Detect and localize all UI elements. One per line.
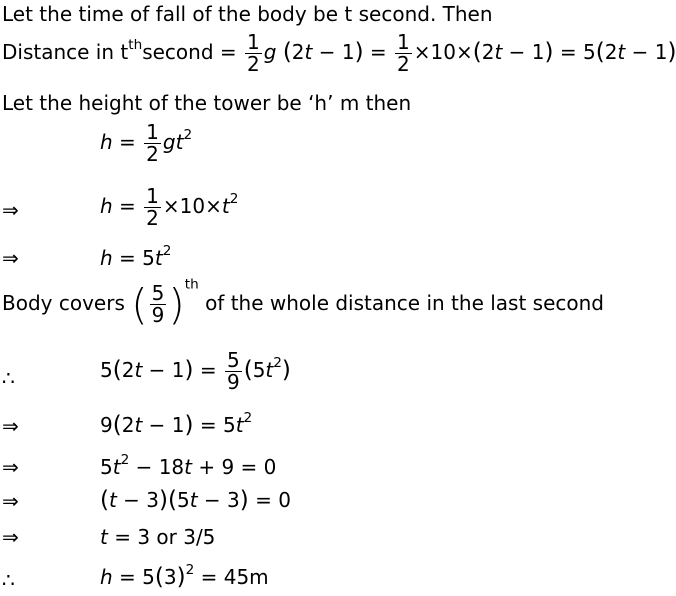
- equation-9-2t-1: $9(2t - 1) = 5t^2$: [100, 410, 253, 438]
- equation-h-half-10-t2: h = $\frac{1}{2}$ $\times 10\times t^2$: [100, 184, 239, 230]
- fraction-half: $\frac{1}{2}$: [397, 30, 410, 76]
- distance-equation: Distance in $t^{th}second$ = $\frac{1}{2}$ g (2t − 1) = $\frac{1}{2}$ ×10×(2t − 1) = 5(2t − 1): [2, 30, 676, 76]
- equation-factored: (t − 3)(5t − 3) = 0: [100, 487, 291, 513]
- height-intro-text: Let the height of the tower be ‘h’ m then: [2, 91, 412, 115]
- intro-text: Let the time of fall of the body be t second. Then: [2, 2, 493, 26]
- implies-symbol: ⇒: [2, 455, 19, 479]
- therefore-symbol: ∴: [2, 568, 15, 592]
- equation-h-half-gt2: h = $\frac{1}{2}$ $gt^2$: [100, 120, 193, 166]
- equation-h-5t2: $h = 5t^2$: [100, 243, 172, 270]
- implies-symbol: ⇒: [2, 246, 19, 270]
- implies-symbol: ⇒: [2, 525, 19, 549]
- implies-symbol: ⇒: [2, 489, 19, 513]
- implies-symbol: ⇒: [2, 198, 19, 222]
- equation-t-solution: t = 3 or 3/5: [100, 525, 216, 549]
- implies-symbol: ⇒: [2, 414, 19, 438]
- therefore-symbol: ∴: [2, 366, 15, 390]
- body-covers-statement: Body covers ( $\frac{5}{9}$ )$^{th}$ of the whole distance in the last second: [2, 276, 604, 329]
- fraction-half: $\frac{1}{2}$: [247, 30, 260, 76]
- equation-final-height: $h = 5(3)^2 = 45m$: [100, 562, 269, 590]
- equation-substitution: 5(2t − 1) = $\frac{5}{9}$ $(5t^2)$: [100, 348, 291, 394]
- equation-quadratic: $5t^2 - 18t + 9 = 0$: [100, 452, 277, 479]
